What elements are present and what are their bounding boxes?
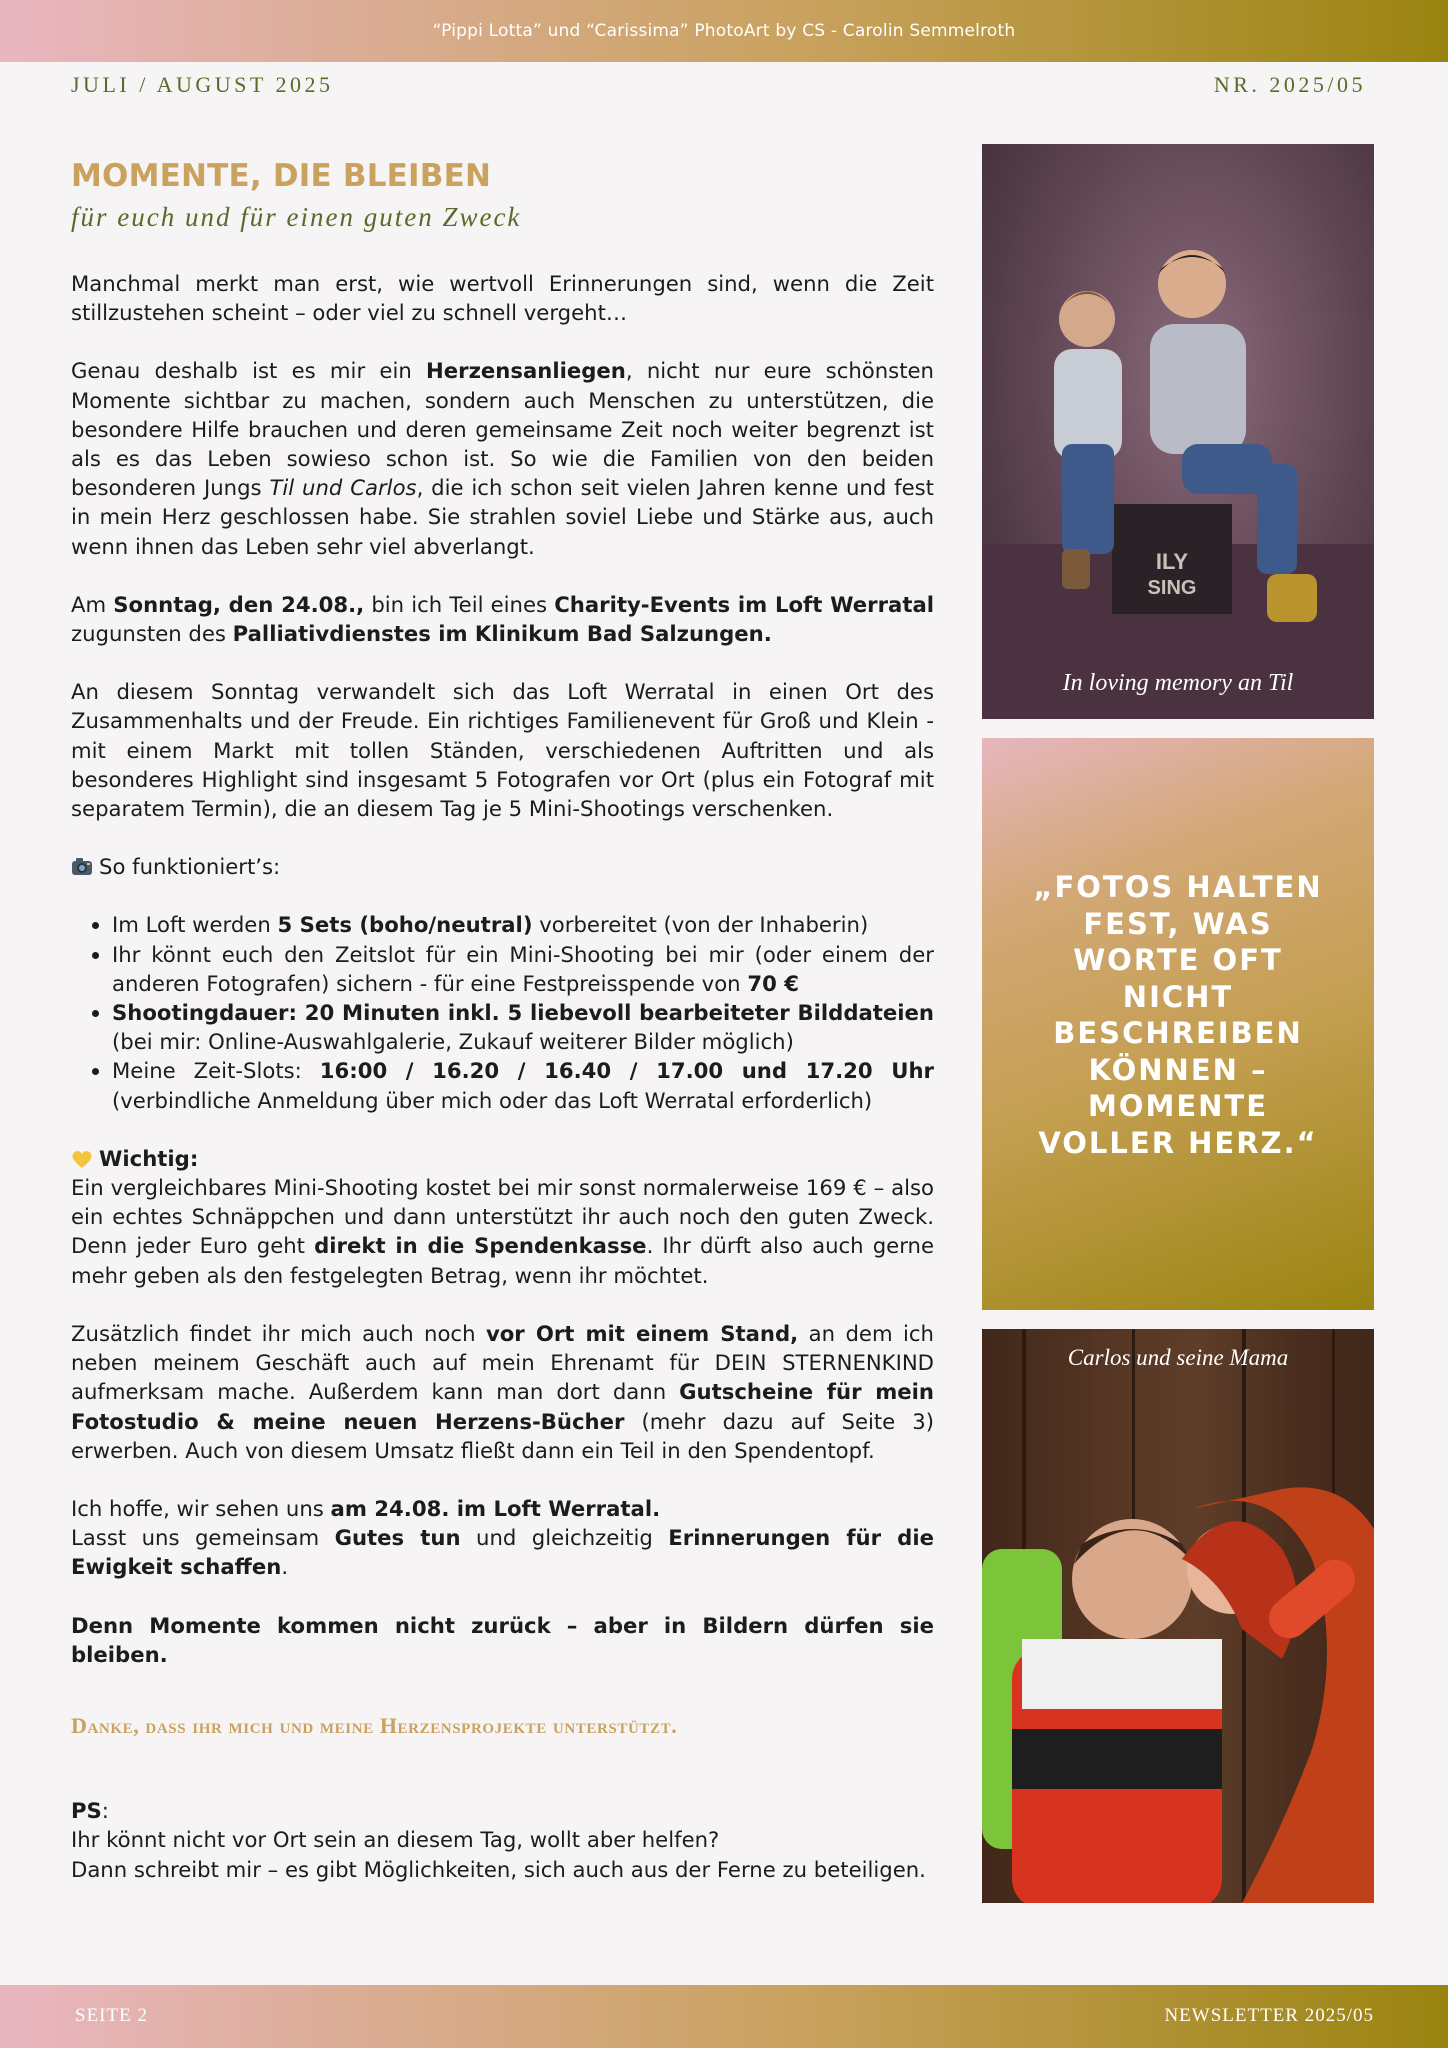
how-it-works-heading xyxy=(71,852,934,881)
yellow-heart-icon xyxy=(71,1149,93,1169)
issue-date: JULI / AUGUST 2025 xyxy=(71,72,334,97)
list-item xyxy=(112,910,934,939)
photo-illustration xyxy=(982,1329,1374,1903)
italic-text: Til und Carlos xyxy=(269,475,417,501)
text: zugunsten des xyxy=(71,621,233,647)
svg-text:ILY: ILY xyxy=(1155,549,1189,574)
bold-text: Herzensanliegen xyxy=(426,358,626,384)
text: , nicht nur eure schönsten Momente sichtbar zu machen, sondern auch Menschen zu unterstützen, die besondere Hilfe brauchen und deren gemeinsame Zeit noch weiter begrenzt ist als es das Leben sowieso schon ist. So wie die Familien von den beiden besonderen Jungs xyxy=(71,358,934,501)
paragraph-closing xyxy=(71,1611,934,1669)
important-label: Wichtig: xyxy=(99,1145,199,1171)
issue-number: NR. 2025/05 xyxy=(1213,72,1366,97)
bold-text: Shootingdauer: 20 Minuten inkl. 5 liebevoll bearbeiteter Bilddateien xyxy=(112,1000,934,1026)
paragraph-ps: PS: Ihr könnt nicht vor Ort sein an diesem Tag, wollt aber helfen? xyxy=(71,1798,720,1853)
bold-text: 16:00 / 16.20 / 16.40 / 17.00 und 17.20 Uhr xyxy=(319,1058,934,1084)
quote-box xyxy=(982,738,1374,1310)
bold-text: am 24.08. im Loft Werratal. xyxy=(330,1495,661,1521)
bold-text: Charity-Events im Loft Werratal xyxy=(554,591,935,617)
text: . Ihr dürft also auch gerne mehr geben als den festgelegten Betrag, wenn ihr möchtet. xyxy=(71,1233,934,1288)
photo1-caption: In loving memory an Til xyxy=(1062,670,1294,696)
subheadline: für euch und für einen guten Zweck xyxy=(71,202,522,232)
text: bin ich Teil eines xyxy=(364,591,555,617)
paragraph-event xyxy=(71,590,934,648)
text: Genau deshalb ist es mir ein xyxy=(71,358,427,384)
text: Ich hoffe, wir sehen uns xyxy=(71,1495,331,1521)
text: (mehr dazu auf Seite 3) erwerben. Auch von diesem Umsatz fließt dann ein Teil in den Spendentopf. xyxy=(71,1408,934,1463)
top-banner xyxy=(0,0,1448,62)
bold-text: 70 € xyxy=(747,970,799,996)
text: Im Loft werden xyxy=(112,912,278,938)
photo-illustration xyxy=(982,144,1374,719)
text: Zusätzlich findet ihr mich auch noch xyxy=(71,1320,486,1346)
svg-text:SING: SING xyxy=(1147,577,1197,599)
text: Meine Zeit-Slots: xyxy=(112,1058,320,1084)
banner-text: “Pippi Lotta” und “Carissima” PhotoArt by CS - Carolin Semmelroth xyxy=(432,21,1016,41)
bold-text: Sonntag, den 24.08., xyxy=(113,591,365,617)
bold-text: Gutes tun xyxy=(334,1525,461,1551)
ps-label: PS xyxy=(71,1798,102,1824)
text: (verbindliche Anmeldung über mich oder das Loft Werratal erforderlich) xyxy=(112,1087,873,1113)
bold-text: Erinnerungen für die Ewigkeit schaffen xyxy=(71,1525,934,1580)
list-item xyxy=(112,1056,934,1114)
paragraph-invite xyxy=(71,1494,934,1582)
photo-carlos-and-mother xyxy=(982,1329,1374,1903)
paragraph-stand xyxy=(71,1319,934,1465)
text: . xyxy=(281,1554,289,1580)
text: an dem ich neben meinem Geschäft auch auf mein Ehrenamt für DEIN STERNENKIND aufmerksam mache. Außerdem kann man dort dann xyxy=(71,1320,934,1405)
paragraph-important xyxy=(71,1144,934,1290)
article-body xyxy=(71,269,934,1884)
how-label: So funktioniert’s: xyxy=(99,854,281,880)
info-list xyxy=(71,910,934,1114)
bold-text: direkt in die Spendenkasse xyxy=(314,1233,647,1259)
bold-text: vor Ort mit einem Stand, xyxy=(485,1320,799,1346)
camera-icon xyxy=(71,857,93,877)
thanks-line: Danke, dass ihr mich und meine Herzensprojekte unterstützt. xyxy=(71,1712,678,1738)
newsletter-number: NEWSLETTER 2025/05 xyxy=(1164,2005,1374,2026)
quote-text: „FOTOS HALTEN FEST, WAS WORTE OFT NICHT BESCHREIBEN KÖNNEN – MOMENTE VOLLER HERZ.“ xyxy=(1033,870,1323,1160)
list-item xyxy=(112,998,934,1056)
bold-text: Palliativdienstes im Klinikum Bad Salzungen. xyxy=(232,621,772,647)
page-number: SEITE 2 xyxy=(75,2005,148,2026)
text: Lasst uns gemeinsam xyxy=(71,1525,335,1551)
text: Ihr könnt euch den Zeitslot für ein Mini-Shooting bei mir (oder einem der anderen Fotografen) sichern - für eine Festpreisspende von xyxy=(112,941,934,996)
text: und gleichzeitig xyxy=(460,1525,669,1551)
paragraph-description: An diesem Sonntag verwandelt sich das Loft Werratal in einen Ort des Zusammenhalts und der Freude. Ein richtiges Familienevent für Groß und Klein - mit einem Markt mit tollen Ständen, verschiedenen Auftritten und als besonderes Highlight sind insgesamt 5 Fotografen vor Ort (plus ein Fotograf mit separatem Termin), die an diesem Tag je 5 Mini-Shootings verschenken. xyxy=(71,679,934,822)
text: vorbereitet (von der Inhaberin) xyxy=(532,912,869,938)
paragraph-heart xyxy=(71,356,934,560)
text: Ihr könnt nicht vor Ort sein an diesem Tag, wollt aber helfen? xyxy=(71,1827,720,1853)
paragraph-ps-2: Dann schreibt mir – es gibt Möglichkeiten, sich auch aus der Ferne zu beteiligen. xyxy=(71,1856,926,1882)
photo-til-and-carlos xyxy=(982,144,1374,719)
article xyxy=(71,158,934,1913)
footer-bar xyxy=(0,1985,1448,2048)
bold-text: Denn Momente kommen nicht zurück – aber in Bildern dürfen sie bleiben. xyxy=(71,1612,934,1667)
photo2-caption: Carlos und seine Mama xyxy=(1067,1345,1289,1370)
text: (bei mir: Online-Auswahlgalerie, Zukauf weiterer Bilder möglich) xyxy=(112,1029,794,1055)
paragraph-intro: Manchmal merkt man erst, wie wertvoll Erinnerungen sind, wenn die Zeit stillzustehen scheint – oder viel zu schnell vergeht… xyxy=(71,271,934,326)
list-item xyxy=(112,940,934,998)
text: Ein vergleichbares Mini-Shooting kostet bei mir sonst normalerweise 169 € – also ein echtes Schnäppchen und dann unterstützt ihr auch noch den guten Zweck. Denn jeder Euro geht xyxy=(71,1175,934,1259)
text: Am xyxy=(71,591,114,617)
bold-text: Gutscheine für mein Fotostudio & meine neuen Herzens-Bücher xyxy=(71,1379,934,1434)
text: , die ich schon seit vielen Jahren kenne und fest in mein Herz geschlossen habe. Sie strahlen soviel Liebe und Stärke aus, auch wenn ihnen das Leben sehr viel abverlangt. xyxy=(71,475,934,559)
bold-text: 5 Sets (boho/neutral) xyxy=(277,912,533,938)
headline: MOMENTE, DIE BLEIBEN xyxy=(71,158,492,194)
